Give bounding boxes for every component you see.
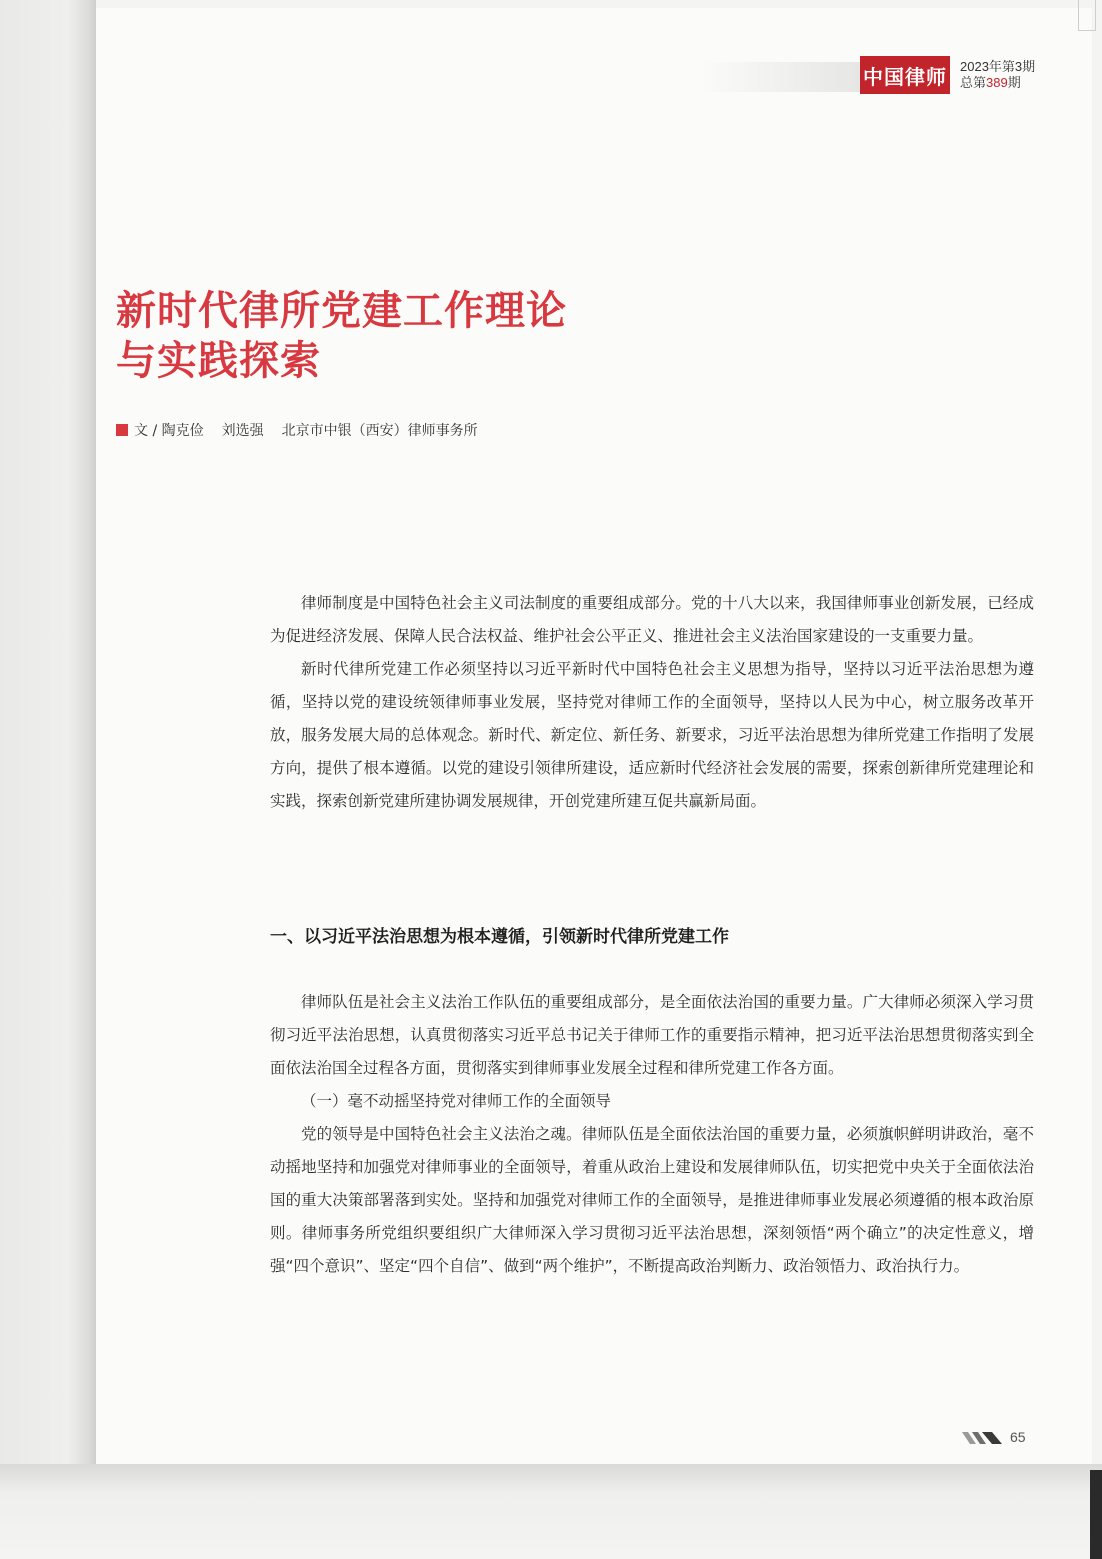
scan-dark-edge <box>1090 1470 1102 1559</box>
masthead-logo: 中国律师 <box>860 56 950 94</box>
page-number: 65 <box>1010 1429 1026 1445</box>
subsection-paragraph: 党的领导是中国特色社会主义法治之魂。律师队伍是全面依法治国的重要力量，必须旗帜鲜明讲政治，毫不动摇地坚持和加强党对律师事业的全面领导，着重从政治上建设和发展律师队伍，切实把党中央关于全面依法治国的重大决策部署落到实处。坚持和加强党对律师工作的全面领导，是推进律师事业发展必须遵循的根本政治原则。律师事务所党组织要组织广大律师深入学习贯彻习近平法治思想，深刻领悟“两个确立”的决定性意义，增强“四个意识”、坚定“四个自信”、做到“两个维护”，不断提高政治判断力、政治领悟力、政治执行力。 <box>270 1125 1034 1275</box>
issue-info <box>960 59 1035 91</box>
section-heading: 一、以习近平法治思想为根本遵循，引领新时代律所党建工作 <box>270 927 729 947</box>
section-paragraph: 律师队伍是社会主义法治工作队伍的重要组成部分，是全面依法治国的重要力量。广大律师必须深入学习贯彻习近平法治思想，认真贯彻落实习近平总书记关于律师工作的重要指示精神，把习近平法治思想贯彻落实到全面依法治国全过程各方面，贯彻落实到律师事业发展全过程和律所党建工作各方面。 <box>270 993 1034 1077</box>
title-line-1: 新时代律所党建工作理论 <box>116 288 567 334</box>
scan-bottom-strip <box>0 1464 1102 1559</box>
subsection-heading: （一）毫不动摇坚持党对律师工作的全面领导 <box>301 1092 612 1110</box>
total-suffix: 期 <box>1007 75 1021 90</box>
byline-authors: 文 / 陶克俭 <box>134 423 204 439</box>
total-issue-line <box>960 75 1035 91</box>
byline-marker <box>116 424 128 436</box>
section-text <box>270 986 1034 1283</box>
page-arrow-icon <box>962 1432 1002 1444</box>
byline-coauthor: 刘选强 <box>221 423 264 439</box>
scan-corner-mark <box>1078 0 1096 31</box>
issue-line: 2023年第3期 <box>960 59 1036 74</box>
intro-paragraph: 律师制度是中国特色社会主义司法制度的重要组成部分。党的十八大以来，我国律师事业创新发展，已经成为促进经济发展、保障人民合法权益、维护社会公平正义、推进社会主义法治国家建设的一支重要力量。 <box>270 594 1034 645</box>
byline-affiliation: 北京市中银（西安）律师事务所 <box>281 423 478 439</box>
byline <box>116 420 478 440</box>
intro-text <box>270 587 1034 818</box>
title-line-2: 与实践探索 <box>116 338 321 384</box>
intro-paragraph: 新时代律所党建工作必须坚持以习近平新时代中国特色社会主义思想为指导，坚持以习近平法治思想为遵循，坚持以党的建设统领律师事业发展，坚持党对律师工作的全面领导，坚持以人民为中心，树立服务改革开放，服务发展大局的总体观念。新时代、新定位、新任务、新要求，习近平法治思想为律所党建工作指明了发展方向，提供了根本遵循。以党的建设引领律所建设，适应新时代经济社会发展的需要，探索创新律所党建理论和实践，探索创新党建所建协调发展规律，开创党建所建互促共赢新局面。 <box>270 660 1034 810</box>
scan-spine <box>0 0 96 1559</box>
total-prefix: 总第 <box>960 75 987 90</box>
masthead-bar <box>700 62 860 92</box>
article-title <box>116 286 636 386</box>
total-number: 389 <box>986 75 1008 90</box>
